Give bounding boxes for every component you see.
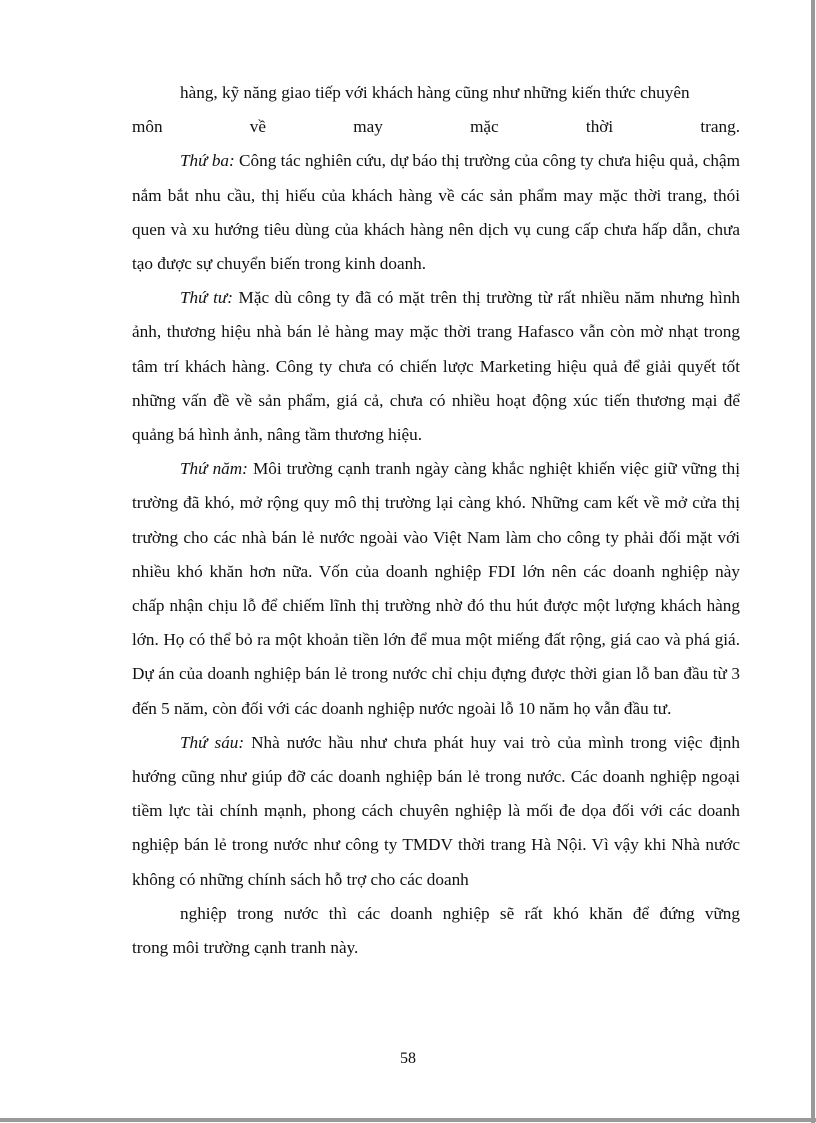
paragraph-thu-ba (132, 144, 740, 281)
intro-line-1: hàng, kỹ năng giao tiếp với khách hàng cũng như những kiến thức chuyên (180, 83, 690, 102)
page-edge-shadow-right (811, 0, 815, 1123)
paragraph-lead: Thứ ba: (180, 151, 235, 171)
intro-line-2: môn về may mặc thời trang. (132, 117, 740, 137)
paragraph-thu-tu (132, 281, 740, 452)
body-text (132, 76, 740, 965)
paragraph-thu-nam (132, 452, 740, 726)
paragraph-text: Công tác nghiên cứu, dự báo thị trường của công ty chưa hiệu quả, chậm nắm bắt nhu cầu, thị hiếu của khách hàng về các sản phẩm may mặc thời trang, thói quen và xu hướng tiêu dùng của khách hàng nên dịch vụ cung cấp chưa hấp dẫn, chưa tạo được sự chuyển biến trong kinh doanh. (132, 151, 740, 274)
page-number: 58 (400, 1050, 416, 1067)
paragraph-lead: Thứ năm: (180, 459, 248, 479)
page-edge-shadow-bottom (0, 1118, 816, 1122)
paragraph-text: Nhà nước hầu như chưa phát huy vai trò của mình trong việc định hướng cũng như giúp đỡ các doanh nghiệp bán lẻ trong nước. Các doanh nghiệp ngoại tiềm lực tài chính mạnh, phong cách chuyên nghiệp là mối đe dọa đối với các doanh nghiệp bán lẻ trong nước như công ty TMDV thời trang Hà Nội. Vì vậy khi Nhà nước không có những chính sách hỗ trợ cho các doanh (132, 732, 740, 889)
paragraph-lead: Thứ tư: (180, 288, 233, 308)
paragraph-lead: Thứ sáu: (180, 732, 245, 752)
closing-line-2: trong môi trường cạnh tranh này. (132, 938, 359, 958)
paragraph-text: Môi trường cạnh tranh ngày càng khắc nghiệt khiến việc giữ vững thị trường đã khó, mở rộng quy mô thị trường lại càng khó. Những cam kết về mở cửa thị trường cho các nhà bán lẻ nước ngoài vào Việt Nam làm cho công ty phải đối mặt với nhiều khó khăn hơn nữa. Vốn của doanh nghiệp FDI lớn nên các doanh nghiệp này chấp nhận chịu lỗ để chiếm lĩnh thị trường nhờ đó thu hút được một lượng khách hàng lớn. Họ có thể bỏ ra một khoản tiền lớn để mua một miếng đất rộng, giá cao và phá giá. Dự án của doanh nghiệp bán lẻ trong nước chỉ chịu đựng được thời gian lỗ ban đầu từ 3 đến 5 năm, còn đối với các doanh nghiệp nước ngoài lỗ 10 năm họ vẫn đầu tư. (132, 459, 740, 718)
paragraph-text: Mặc dù công ty đã có mặt trên thị trường từ rất nhiều năm nhưng hình ảnh, thương hiệu nhà bán lẻ hàng may mặc thời trang Hafasco vẫn còn mờ nhạt trong tâm trí khách hàng. Công ty chưa có chiến lược Marketing hiệu quả để giải quyết tốt những vấn đề về sản phẩm, giá cả, chưa có nhiều hoạt động xúc tiến thương mại để quảng bá hình ảnh, nâng tầm thương hiệu. (132, 288, 741, 445)
closing-line-1: nghiệp trong nước thì các doanh nghiệp sẽ rất khó khăn để đứng vững (180, 903, 740, 923)
paragraph-thu-sau (132, 726, 740, 897)
